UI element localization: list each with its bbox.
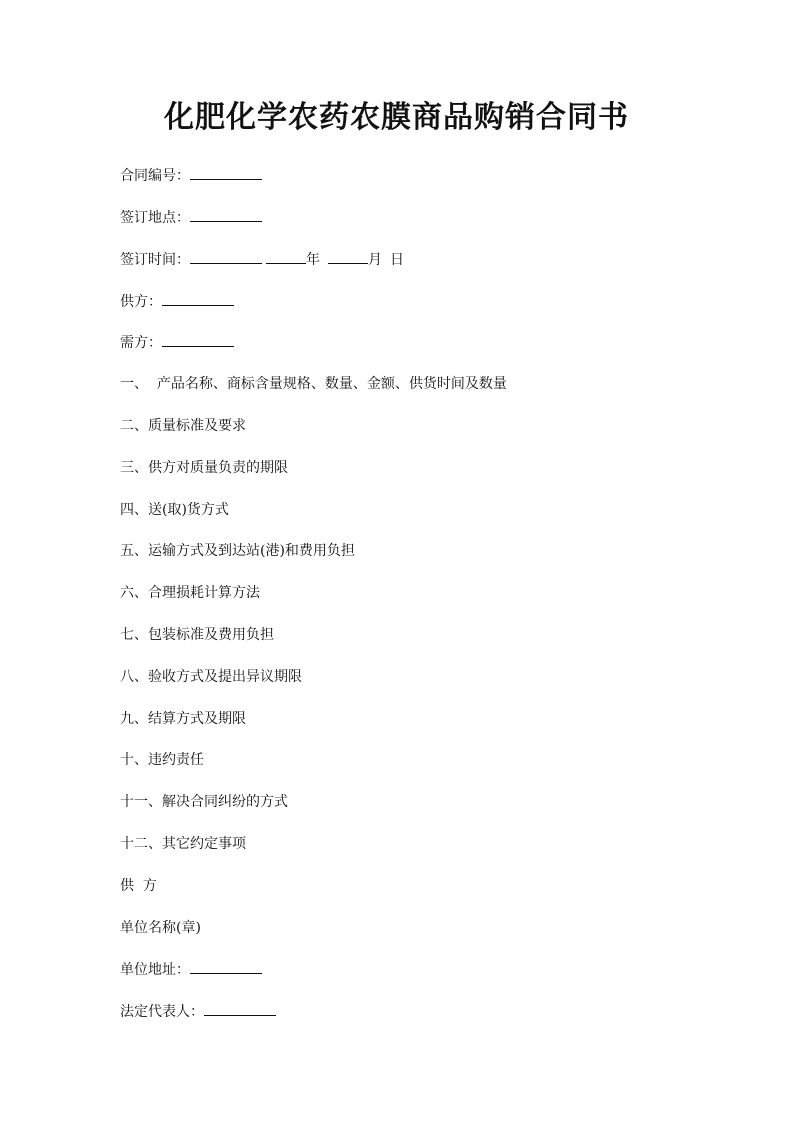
sign-time-label: 签订时间：	[120, 252, 190, 268]
sign-time-line	[120, 249, 404, 270]
buyer-blank	[162, 332, 234, 347]
signature-party: 供 方	[120, 878, 157, 894]
contract-number-label: 合同编号：	[120, 168, 190, 184]
section-8: 八、验收方式及提出异议期限	[120, 669, 302, 685]
section-12: 十二、其它约定事项	[120, 836, 246, 852]
unit-address-label: 单位地址：	[120, 962, 190, 978]
day-label: 日	[390, 252, 404, 268]
year-blank	[266, 249, 306, 264]
month-blank	[328, 249, 368, 264]
section-11: 十一、解决合同纠纷的方式	[120, 794, 288, 810]
legal-rep-label: 法定代表人：	[120, 1004, 204, 1020]
section-2: 二、质量标准及要求	[120, 418, 246, 434]
sign-time-blank	[190, 249, 262, 264]
supplier-blank	[162, 291, 234, 306]
buyer-line	[120, 332, 234, 353]
sign-place-line	[120, 207, 262, 228]
sign-place-label: 签订地点：	[120, 210, 190, 226]
year-label: 年	[306, 252, 320, 268]
section-3: 三、供方对质量负责的期限	[120, 460, 288, 476]
contract-number-blank	[190, 165, 262, 180]
section-7: 七、包装标准及费用负担	[120, 627, 274, 643]
supplier-line	[120, 291, 234, 312]
supplier-label: 供方：	[120, 294, 162, 310]
buyer-label: 需方：	[120, 335, 162, 351]
section-5: 五、运输方式及到达站(港)和费用负担	[120, 543, 355, 559]
month-label: 月	[368, 252, 382, 268]
section-1: 一、 产品名称、商标含量规格、数量、金额、供货时间及数量	[120, 376, 507, 392]
section-10: 十、违约责任	[120, 752, 204, 768]
section-6: 六、合理损耗计算方法	[120, 585, 260, 601]
section-4: 四、送(取)货方式	[120, 502, 229, 518]
document-title: 化肥化学农药农膜商品购销合同书	[164, 100, 629, 135]
sign-place-blank	[190, 207, 262, 222]
signature-legal-rep-line	[120, 1001, 276, 1022]
signature-unit-name: 单位名称(章)	[120, 920, 201, 936]
section-9: 九、结算方式及期限	[120, 711, 246, 727]
legal-rep-blank	[204, 1001, 276, 1016]
signature-unit-address-line	[120, 959, 262, 980]
contract-number-line	[120, 165, 262, 186]
unit-address-blank	[190, 959, 262, 974]
